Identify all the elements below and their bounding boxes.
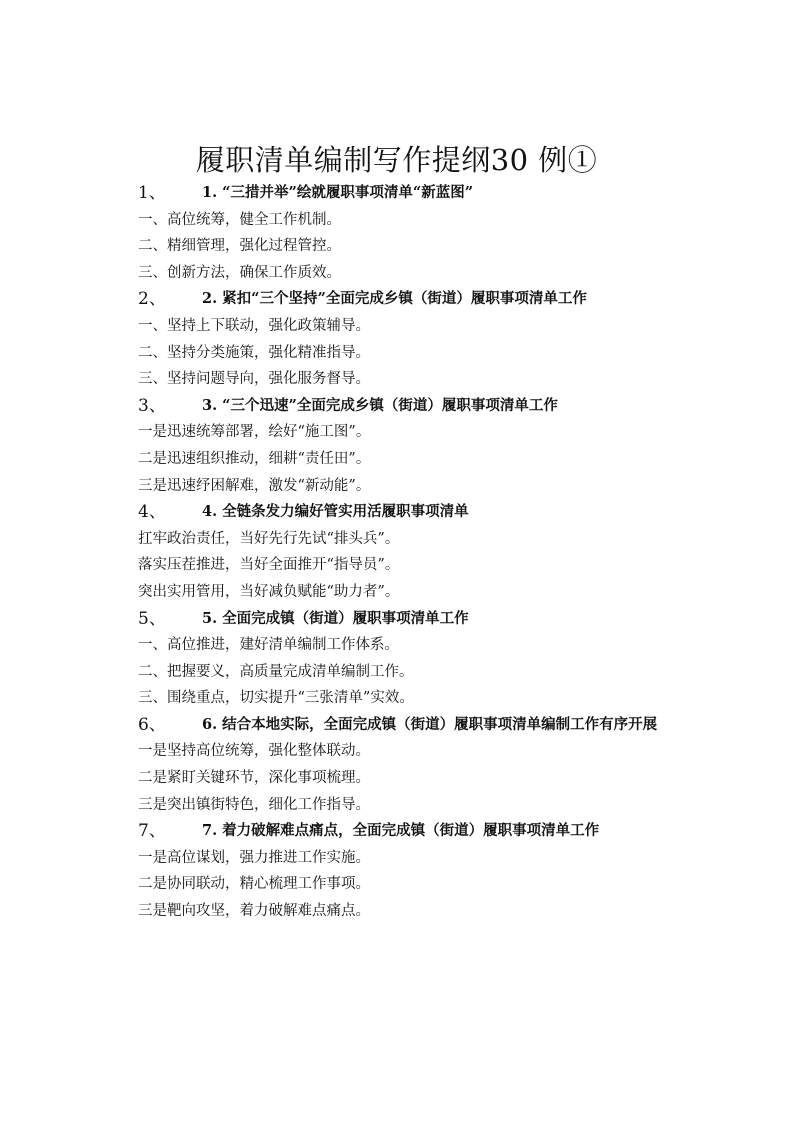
list-item: 落实压茬推进，当好全面推开“指导员”。	[138, 557, 400, 574]
list-item: 一是高位谋划，强力推进工作实施。	[138, 849, 370, 866]
section-heading-4	[0, 499, 793, 526]
list-item: 三是突出镇街特色，细化工作指导。	[138, 796, 370, 813]
list-item: 一、高位统筹，健全工作机制。	[138, 211, 341, 228]
list-item: 三、创新方法，确保工作质效。	[138, 264, 341, 281]
list-item: 二、精细管理，强化过程管控。	[138, 238, 341, 255]
list-item: 二、坚持分类施策，强化精准指导。	[138, 344, 370, 361]
list-item: 突出实用管用，当好减负赋能“助力者”。	[138, 583, 400, 600]
section-number: 2、	[138, 289, 166, 310]
section-title: 7. 着力破解难点痛点，全面完成镇（街道）履职事项清单工作	[202, 822, 600, 840]
section-heading-7	[0, 818, 793, 845]
list-item: 三是靶向攻坚，着力破解难点痛点。	[138, 903, 370, 920]
section-number: 3、	[138, 395, 166, 416]
section-title: 3. “三个迅速”全面完成乡镇（街道）履职事项清单工作	[202, 396, 558, 414]
section-number: 7、	[138, 821, 166, 842]
section-number: 5、	[138, 608, 166, 629]
section-title: 6. 结合本地实际，全面完成镇（街道）履职事项清单编制工作有序开展	[202, 715, 658, 733]
list-item: 二是协同联动，精心梳理工作事项。	[138, 876, 370, 893]
list-item: 三、围绕重点，切实提升“三张清单”实效。	[138, 690, 414, 707]
section-title: 5. 全面完成镇（街道）履职事项清单工作	[202, 609, 469, 627]
list-item: 三是迅速纾困解难，激发“新动能”。	[138, 477, 371, 494]
section-title: 2. 紧扣“三个坚持”全面完成乡镇（街道）履职事项清单工作	[202, 290, 587, 308]
section-title: 4. 全链条发力编好管实用活履职事项清单	[202, 503, 469, 521]
section-heading-3	[0, 393, 793, 420]
list-item: 一、高位推进，建好清单编制工作体系。	[138, 637, 399, 654]
list-item: 一是迅速统筹部署，绘好“施工图”。	[138, 424, 371, 441]
list-item: 三、坚持问题导向，强化服务督导。	[138, 371, 370, 388]
section-number: 1、	[138, 183, 166, 203]
outline-body	[0, 180, 793, 925]
section-number: 6、	[138, 714, 166, 735]
list-item: 二是紧盯关键环节，深化事项梳理。	[138, 770, 370, 787]
list-item: 二是迅速组织推动，细耕“责任田”。	[138, 450, 371, 467]
section-heading-5	[0, 606, 793, 633]
document-title: 履职清单编制写作提纲30 例①	[195, 143, 598, 177]
section-heading-2	[0, 286, 793, 313]
list-item: 一、坚持上下联动，强化政策辅导。	[138, 317, 370, 334]
section-heading-6	[0, 712, 793, 739]
section-heading-1	[0, 180, 793, 207]
list-item: 扛牢政治责任，当好先行先试“排头兵”。	[138, 530, 400, 547]
list-item: 一是坚持高位统筹，强化整体联动。	[138, 743, 370, 760]
section-number: 4、	[138, 502, 166, 523]
list-item: 二、把握要义，高质量完成清单编制工作。	[138, 663, 414, 680]
section-title: 1. “三措并举”绘就履职事项清单“新蓝图”	[202, 184, 474, 201]
